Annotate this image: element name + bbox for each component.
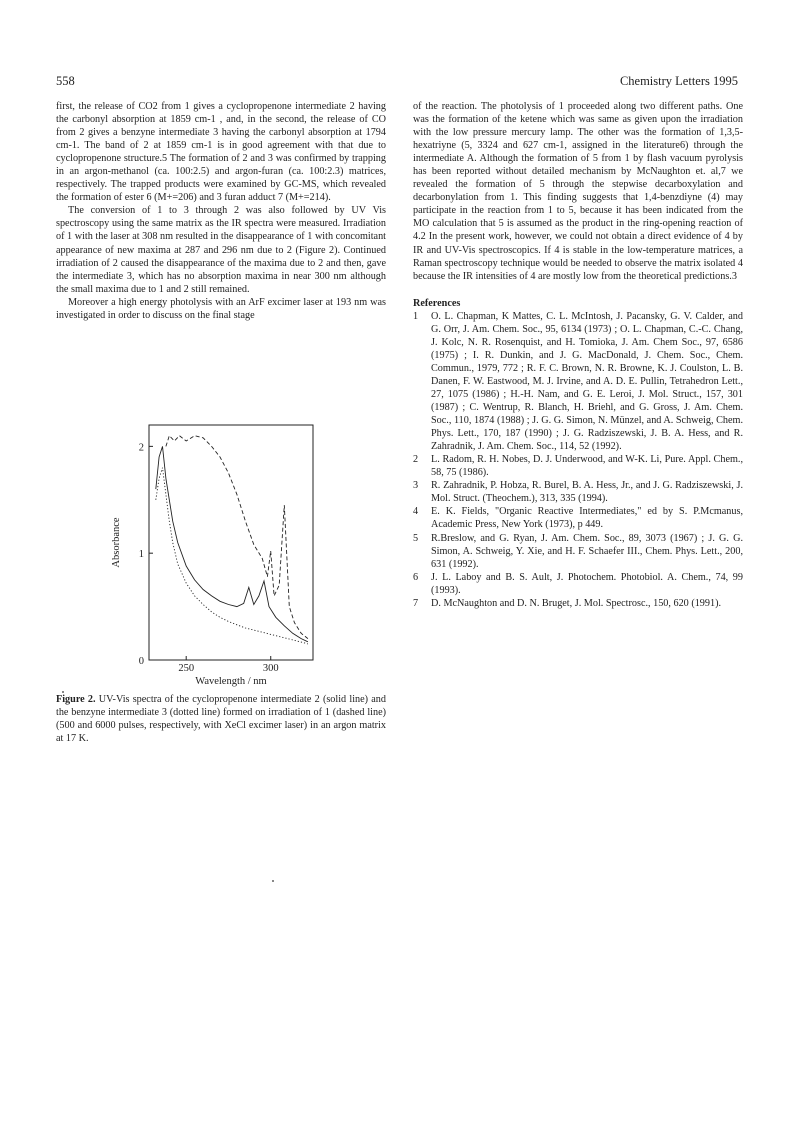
reference-number: 7	[413, 597, 419, 609]
reference-text: O. L. Chapman, K Mattes, C. L. McIntosh, J. Pacansky, G. V. Calder, and G. Orr, J. Am. Chem. Soc., 95, 6134 (1973) ; O. L. Chapman, C.-C. Chang, J. Kolc, N. R. Rosenquist, and H. Tomioka, J. Am. Chem Soc., 97, 6586 (1975) ; I. R. Dunkin, and J. G. MacDonald, J. Chem. Soc., Chem. Commun., 1979, 772 ; R. F. C. Brown, N. R. Browne, K. J. Coulston, L. B. Danen, F. W. Eastwood, M. J. Irvine, and A. D. E. Pullin, Tetrahedron Lett., 27, 1075 (1986) ; H.-H. Nam, and G. E. Leroi, J. Mol. Struct., 157, 301 (1987) ; C. Wentrup, R. Blanch, H. Briehl, and G. Gross, J. Am. Chem. Soc., 110, 1874 (1988) ; J. G. G. Simon, N. Münzel, and A. Schweig, Chem. Phys. Lett., 170, 187 (1990) ; J. G. Radziszewski, J. B. A. Hess, and R. Zahradnik, J. Am. Chem. Soc., 114, 52 (1992).	[431, 310, 743, 453]
reference-list	[413, 310, 743, 610]
reference-item	[413, 532, 743, 571]
scan-speck	[272, 880, 274, 882]
series-line-dashed	[166, 436, 308, 639]
reference-number: 2	[413, 454, 419, 466]
journal-title: Chemistry Letters 1995	[619, 74, 738, 88]
scan-speck	[62, 691, 64, 693]
y-tick-label: 0	[138, 656, 144, 667]
reference-number: 4	[413, 506, 419, 518]
reference-number: 6	[413, 571, 419, 583]
left-column	[56, 100, 386, 322]
reference-item	[413, 597, 743, 610]
reference-number: 3	[413, 480, 419, 492]
plot-frame	[149, 425, 313, 660]
reference-item	[413, 505, 743, 531]
reference-item	[413, 453, 743, 479]
y-tick-label: 1	[138, 549, 144, 561]
right-column	[413, 100, 743, 610]
caption-label: Figure 2.	[56, 694, 96, 705]
reference-item	[413, 571, 743, 597]
figure-uv-vis-chart	[95, 420, 325, 690]
paragraph-4: of the reaction. The photolysis of 1 proceeded along two different paths. One was the formation of the ketene which was same as given upon the irradiation with the low pressure mercury lamp. The other was the formation of 1,3,5-hexatriyne (5, 3324 and 627 cm-1, assigned in the literature6) through the intermediate A. Although the formation of 5 from 1 by flash vacuum pyrolysis has been reported without detailed mechanism by McNaughton et. al,7 we revealed the formation of 5 through the stepwise decarboxylation and decarbonylation from 1. This finding suggests that 1,4-benzdiyne (4) may participate in the reaction from 1 to 5, because it has been indicated from the MO calculation that 5 is assumed as the product in the ring-opening reaction of 4.2 In the present work, however, we could not obtain a direct evidence of 4 by IR and UV-Vis spectroscopics. If 4 is stable in the low-temperature matrices, a Raman spectroscopy technique would be needed to observe the matrix isolated 4 because the IR intensities of 4 are mostly low from the theoretical predictions.3	[413, 101, 743, 282]
chart-svg	[95, 420, 325, 690]
reference-text: R.Breslow, and G. Ryan, J. Am. Chem. Soc., 89, 3073 (1967) ; J. G. G. Simon, A. Schweig, Y. Xie, and H. F. Schaefer III., Chem. Phys. Lett., 200, 631 (1992).	[431, 532, 743, 570]
reference-text: D. McNaughton and D. N. Bruget, J. Mol. Spectrosc., 150, 620 (1991).	[431, 597, 722, 609]
paragraph-3: Moreover a high energy photolysis with an ArF excimer laser at 193 nm was investigated in order to discuss on the final stage	[56, 296, 386, 321]
reference-number: 5	[413, 532, 419, 544]
x-tick-label: 300	[262, 663, 279, 674]
series-line-solid	[156, 446, 308, 641]
series-line-dotted	[156, 468, 308, 644]
x-tick-label: 250	[178, 663, 195, 674]
paragraph-1: first, the release of CO2 from 1 gives a cyclopropenone intermediate 2 having the carbonyl absorption at 1859 cm-1 , and, in the second, the release of CO from 2 gives a benzyne intermediate 3 having the carbonyl absorption at 1794 cm-1. The band of 2 at 1859 cm-1 is in good agreement with that due to cyclopropenone structure.5 The formation of 2 and 3 was confirmed by trapping in an argon-methanol (ca. 100:2.5) and argon-furan (ca. 100:2.3) matrices, respectively. The trapped products were examined by GC-MS, which revealed the formation of ester 6 (M+=206) and 3 furan adduct 7 (M+=214).	[56, 101, 386, 204]
reference-text: R. Zahradnik, P. Hobza, R. Burel, B. A. Hess, Jr., and J. G. Radziszewski, J. Mol. Struct. (Theochem.), 313, 335 (1994).	[431, 480, 743, 505]
page-number: 558	[56, 74, 75, 88]
reference-item	[413, 310, 743, 454]
x-axis-label: Wavelength / nm	[195, 676, 267, 687]
reference-text: L. Radom, R. H. Nobes, D. J. Underwood, and W-K. Li, Pure. Appl. Chem., 58, 75 (1986).	[431, 454, 743, 479]
y-tick-label: 2	[138, 442, 144, 454]
caption-text: UV-Vis spectra of the cyclopropenone intermediate 2 (solid line) and the benzyne intermediate 3 (dotted line) formed on irradiation of 1 (dashed line) (500 and 6000 pulses, respectively, with XeCl excimer laser) in an argon matrix at 17 K.	[56, 694, 386, 745]
y-axis-label: Absorbance	[111, 517, 122, 568]
reference-number: 1	[413, 310, 419, 322]
references-title: References	[413, 297, 461, 309]
reference-text: J. L. Laboy and B. S. Ault, J. Photochem. Photobiol. A. Chem., 74, 99 (1993).	[431, 571, 743, 596]
reference-text: E. K. Fields, "Organic Reactive Intermediates," ed by S. P.Mcmanus, Academic Press, New York (1973), p 449.	[431, 506, 743, 531]
figure-caption	[56, 693, 386, 745]
paragraph-2: The conversion of 1 to 3 through 2 was also followed by UV Vis spectroscopy using the same matrix as the IR spectra were measured. Irradiation of 1 with the laser at 308 nm resulted in the disappearance of 1 with concomitant appearance of new maxima at 287 and 296 nm due to 2 (Figure 2). Continued irradiation of 2 caused the disappearance of the maxima due to 2 and then, gave the intermediate 3, which has no absorption maxima in near 300 nm although the small maxima due to 1 and 2 still remained.	[56, 205, 386, 295]
reference-item	[413, 479, 743, 505]
